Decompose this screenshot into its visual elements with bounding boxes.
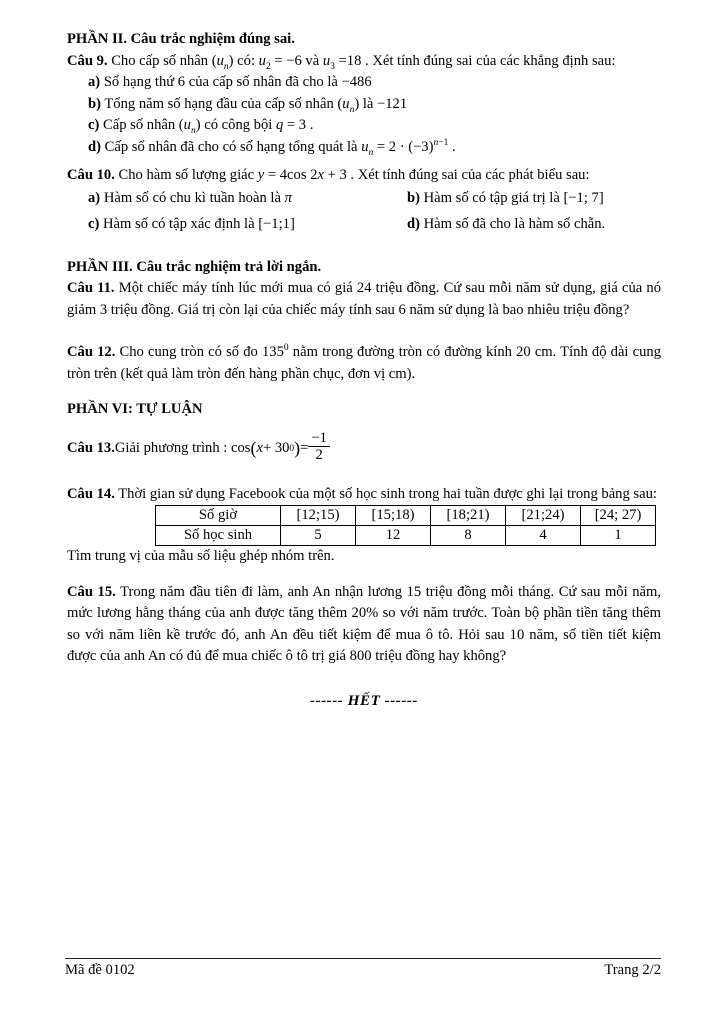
question-9-intro: Câu 9. Cho cấp số nhân $(u_n)$ có: $u_2 = -6$ và $u_3 =18$ . Xét tính đúng sai của các khẳng định sau: <box>67 52 616 72</box>
table-cell: [18;21) <box>431 506 506 526</box>
table-cell: [12;15) <box>281 506 356 526</box>
table-cell: 4 <box>506 526 581 546</box>
question-15-text: Câu 15. Trong năm đầu tiên đi làm, anh An nhận lương 15 triệu đồng mỗi tháng. Cứ sau mỗi năm, mức lương hằng tháng của anh được tăng thêm 20% so với năm trước. Toàn bộ phần tiền tăng thêm so với năm liền kề trước đó, anh An đều tiết kiệm để mua ô tô. Hỏi sau 10 năm, số tiền tiết kiệm được của anh An có đủ để mua chiếc ô tô trị giá 800 triệu đồng hay không? <box>67 583 661 664</box>
part2-title: PHẦN II. Câu trắc nghiệm đúng sai. <box>67 31 295 47</box>
table-cell: 12 <box>356 526 431 546</box>
table-row-hours <box>156 506 656 526</box>
table-cell: [21;24) <box>506 506 581 526</box>
table-row-students <box>156 526 656 546</box>
question-9-item-c: c) Cấp số nhân $(u_n)$ có công bội q = 3 . <box>88 117 314 136</box>
end-marker: ------ HẾT ------ <box>309 691 418 709</box>
question-13-text: Câu 13. Giải phương trình : cos ( x + 30 0 ) = $\frac{-1}{2}$ <box>67 428 661 470</box>
part3-title: PHẦN III. Câu trắc nghiệm trả lời ngắn. <box>67 258 322 275</box>
question-10-item-a: a) Hàm số có chu kì tuần hoàn là π <box>88 189 292 206</box>
question-10-items <box>67 188 661 236</box>
table-cell: [15;18) <box>356 506 431 526</box>
table-cell: 5 <box>281 526 356 546</box>
q14-frequency-table <box>155 505 656 546</box>
question-10-item-b: b) Hàm số có tập giá trị là [−1; 7] <box>407 189 604 206</box>
exam-content <box>67 29 661 711</box>
table-cell: Số giờ <box>156 506 281 526</box>
table-cell: 1 <box>581 526 656 546</box>
question-11-text: Câu 11. Một chiếc máy tính lúc mới mua có giá 24 triệu đồng. Cứ sau mỗi năm sử dụng, giá của nó giảm 3 triệu đồng. Giá trị còn lại của chiếc máy tính sau 6 năm sử dụng là bao nhiêu triệu đồng? <box>67 280 661 318</box>
table-cell: [24; 27) <box>581 506 656 526</box>
question-9-item-b: b) Tổng năm số hạng đầu của cấp số nhân $(u_n)$ là −121 <box>88 95 408 115</box>
question-12-text: Câu 12. Cho cung tròn có số đo $135^0$ nằm trong đường tròn có đường kính 20 cm. Tính độ dài cung tròn trên (kết quả làm tròn đến hàng phần chục, đơn vị cm). <box>67 343 662 382</box>
page-number: Trang 2/2 <box>604 962 661 978</box>
question-9-item-d: d) Cấp số nhân đã cho có số hạng tổng quát là $u_n = 2 \cdot (-3)^{n-1}$ . <box>88 137 456 158</box>
question-14-intro: Câu 14. Thời gian sử dụng Facebook của một số học sinh trong hai tuần được ghi lại trong bảng sau: <box>67 485 657 502</box>
table-cell: Số học sinh <box>156 526 281 546</box>
part6-title: PHẦN VI: TỰ LUẬN <box>67 401 203 417</box>
question-14-outro: Tìm trung vị của mẫu số liệu ghép nhóm trên. <box>67 548 335 564</box>
question-10-item-c: c) Hàm số có tập xác định là [−1;1] <box>88 216 295 232</box>
question-10-intro: Câu 10. Cho hàm số lượng giác y = 4cos 2x + 3 . Xét tính đúng sai của các phát biểu sau: <box>67 167 590 183</box>
exam-code: Mã đề 0102 <box>65 962 135 978</box>
page-footer <box>65 958 661 979</box>
question-10-item-d: d) Hàm số đã cho là hàm số chẵn. <box>407 216 606 232</box>
table-cell: 8 <box>431 526 506 546</box>
question-9-item-a: a) Số hạng thứ 6 của cấp số nhân đã cho là −486 <box>88 74 372 90</box>
